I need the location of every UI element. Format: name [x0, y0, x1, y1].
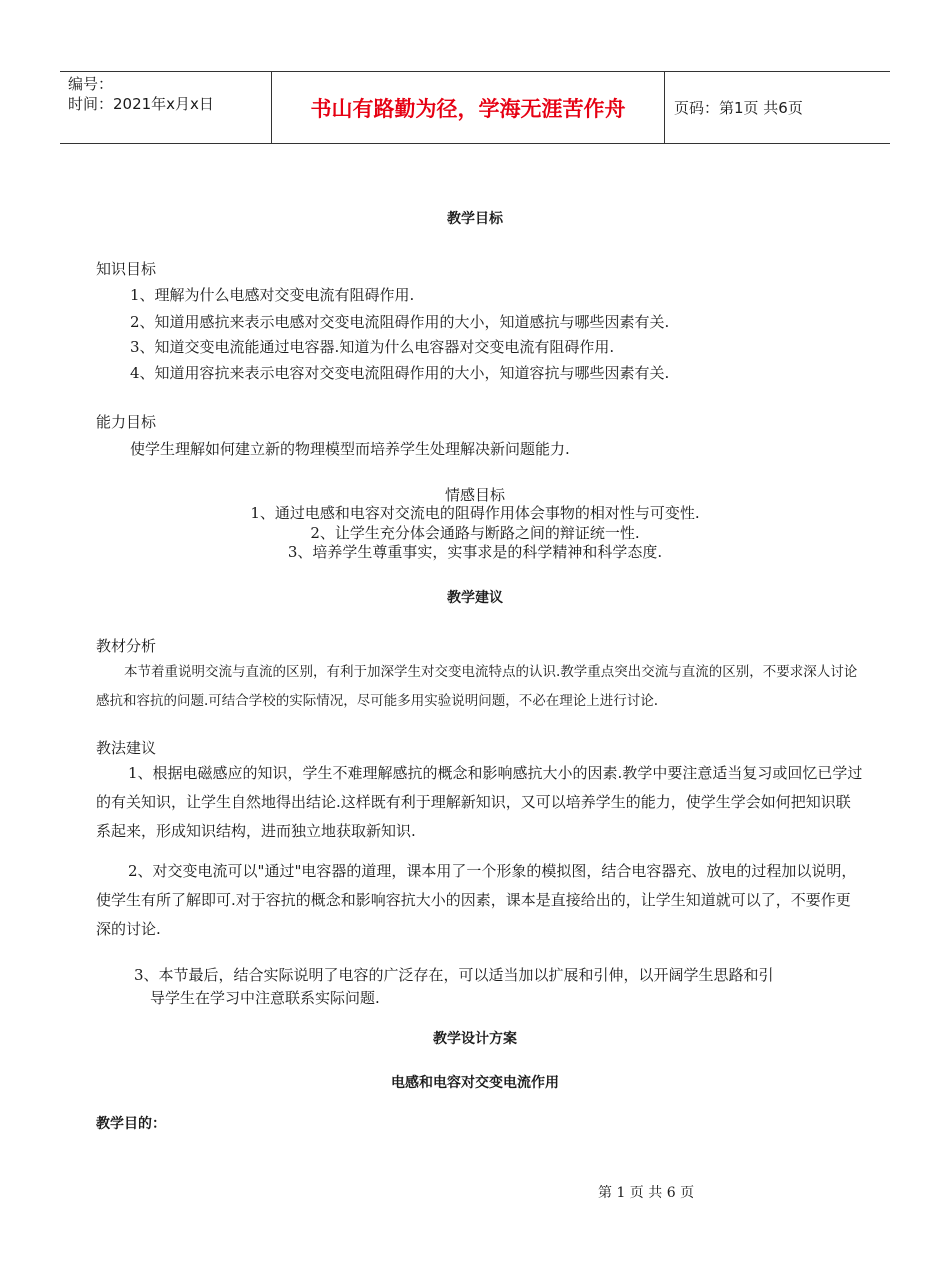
list-item: 1、理解为什么电感对交变电流有阻碍作用.: [130, 286, 415, 304]
subsection-method-suggestions: 教法建议: [96, 739, 157, 757]
method-paragraph-3-line2: 导学生在学习中注意联系实际问题.: [150, 989, 380, 1007]
list-item: 2、让学生充分体会通路与断路之间的辩证统一性.: [310, 524, 640, 542]
list-item: 4、知道用容抗来表示电容对交变电流阻碍作用的大小，知道容抗与哪些因素有关.: [130, 364, 670, 382]
subsection-material-analysis: 教材分析: [96, 637, 157, 655]
section-title-design: 教学设计方案: [433, 1031, 517, 1047]
list-item: 1、通过电感和电容对交流电的阻碍作用体会事物的相对性与可变性.: [250, 504, 700, 522]
document-header: [60, 71, 890, 144]
number-label: 编号：: [68, 75, 114, 93]
method-paragraph-1: 1、根据电磁感应的知识，学生不难理解感抗的概念和影响感抗大小的因素.教学中要注意适当复习或回忆已学过的有关知识，让学生自然地得出结论.这样既有利于理解新知识，又可以培养学生的能力，使学生学会如何把知识联系起来，形成知识结构，进而独立地获取新知识.: [96, 764, 863, 840]
method-paragraph-3-line1: 3、本节最后，结合实际说明了电容的广泛存在，可以适当加以扩展和引伸，以开阔学生思路和引: [134, 966, 774, 984]
subsection-knowledge-goals: 知识目标: [96, 260, 157, 278]
section-title-teaching-goals: 教学目标: [447, 211, 503, 227]
list-item: 3、培养学生尊重事实，实事求是的科学精神和科学态度.: [287, 543, 663, 561]
purpose-heading: 教学目的：: [96, 1116, 166, 1132]
section-subtitle-design: 电感和电容对交变电流作用: [391, 1075, 559, 1091]
header-meta: [68, 74, 268, 114]
header-page-info: 页码：第1页 共6页: [674, 99, 803, 117]
page-footer: 第 1 页 共 6 页: [598, 1185, 695, 1201]
header-divider: [664, 72, 665, 143]
ability-text: 使学生理解如何建立新的物理模型而培养学生处理解决新问题能力.: [130, 440, 570, 458]
list-item: 3、知道交变电流能通过电容器.知道为什么电容器对交变电流有阻碍作用.: [130, 338, 615, 356]
list-item: 2、知道用感抗来表示电感对交变电流阻碍作用的大小，知道感抗与哪些因素有关.: [130, 313, 670, 331]
section-title-suggestions: 教学建议: [447, 590, 503, 606]
subsection-ability-goals: 能力目标: [96, 413, 157, 431]
method-paragraph-2: 2、对交变电流可以"通过"电容器的道理，课本用了一个形象的模拟图，结合电容器充、放电的过程加以说明，使学生有所了解即可.对于容抗的概念和影响容抗大小的因素，课本是直接给出的，让学生知道就可以了，不要作更深的讨论.: [96, 862, 857, 938]
subsection-emotion-goals: 情感目标: [444, 486, 505, 504]
material-paragraph: 本节着重说明交流与直流的区别，有利于加深学生对交变电流特点的认识.教学重点突出交流与直流的区别，不要求深人讨论感抗和容抗的问题.可结合学校的实际情况，尽可能多用实验说明问题，不必在理论上进行讨论.: [96, 664, 858, 709]
time-label: 时间：2021年x月x日: [68, 95, 214, 113]
header-motto: 书山有路勤为径，学海无涯苦作舟: [310, 96, 626, 121]
